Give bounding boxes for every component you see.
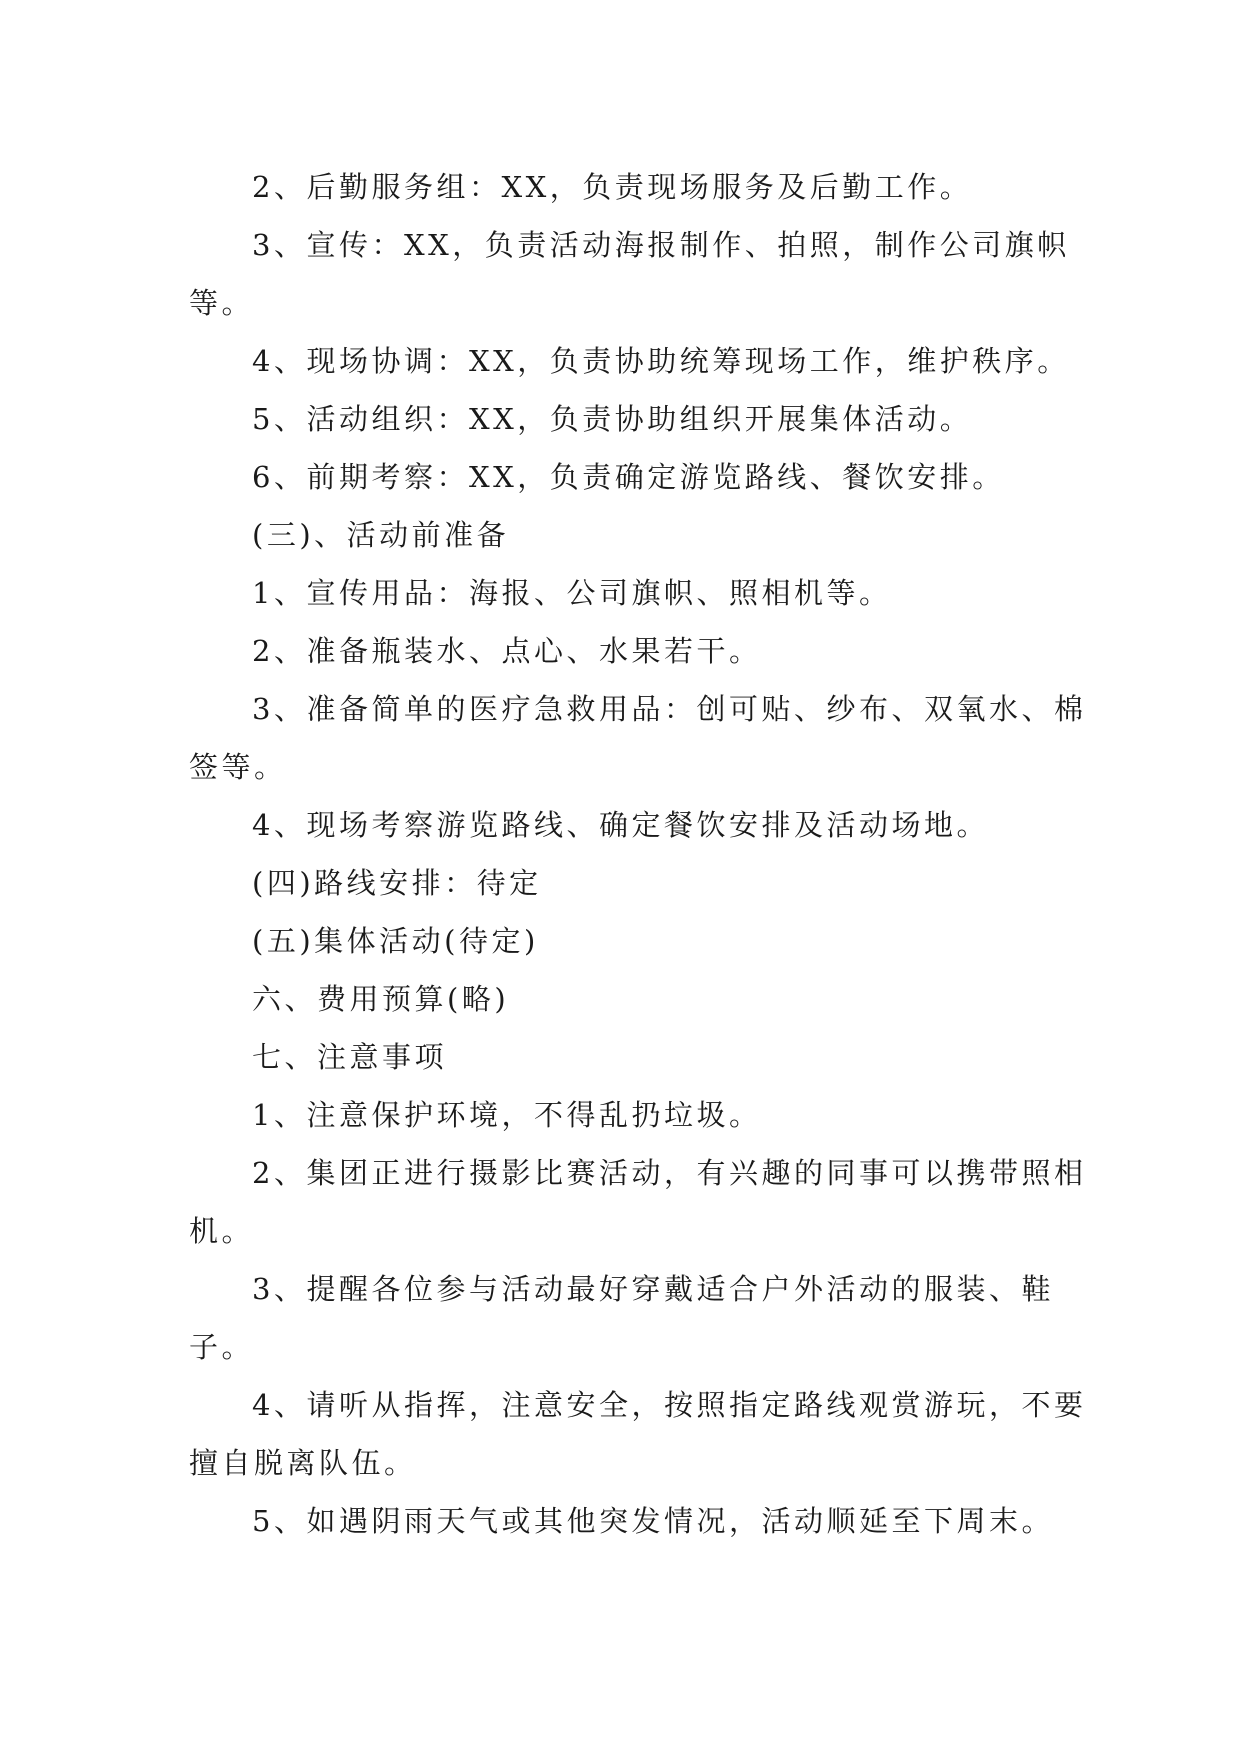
paragraph-onsite-coordination: 4、现场协调：XX，负责协助统筹现场工作，维护秩序。 (252, 344, 1070, 378)
paragraph-photography-contest: 2、集团正进行摄影比赛活动，有兴趣的同事可以携带照相机。 (189, 1156, 1087, 1248)
document-body (189, 158, 1089, 1550)
paragraph-water-snacks: 2、准备瓶装水、点心、水果若干。 (252, 634, 762, 668)
paragraph-preliminary-survey: 6、前期考察：XX，负责确定游览路线、餐饮安排。 (252, 460, 1005, 494)
heading-route-arrangement: (四)路线安排：待定 (252, 866, 542, 900)
paragraph-publicity-supplies: 1、宣传用品：海报、公司旗帜、照相机等。 (252, 576, 892, 610)
paragraph-site-survey: 4、现场考察游览路线、确定餐饮安排及活动场地。 (252, 808, 989, 842)
heading-pre-activity-preparation: (三)、活动前准备 (252, 518, 510, 552)
paragraph-publicity: 3、宣传：XX，负责活动海报制作、拍照，制作公司旗帜等。 (189, 228, 1070, 320)
heading-notes: 七、注意事项 (252, 1040, 448, 1074)
paragraph-first-aid: 3、准备简单的医疗急救用品：创可贴、纱布、双氧水、棉签等。 (189, 692, 1087, 784)
paragraph-protect-environment: 1、注意保护环境，不得乱扔垃圾。 (252, 1098, 762, 1132)
paragraph-clothing: 3、提醒各位参与活动最好穿戴适合户外活动的服装、鞋子。 (189, 1272, 1054, 1364)
paragraph-logistics-group: 2、后勤服务组：XX，负责现场服务及后勤工作。 (252, 170, 973, 204)
paragraph-safety: 4、请听从指挥，注意安全，按照指定路线观赏游玩，不要擅自脱离队伍。 (189, 1388, 1087, 1480)
heading-group-activity: (五)集体活动(待定) (252, 924, 539, 958)
paragraph-activity-organization: 5、活动组织：XX，负责协助组织开展集体活动。 (252, 402, 973, 436)
heading-budget: 六、费用预算(略) (252, 982, 510, 1016)
paragraph-weather-postponement: 5、如遇阴雨天气或其他突发情况，活动顺延至下周末。 (252, 1504, 1054, 1538)
